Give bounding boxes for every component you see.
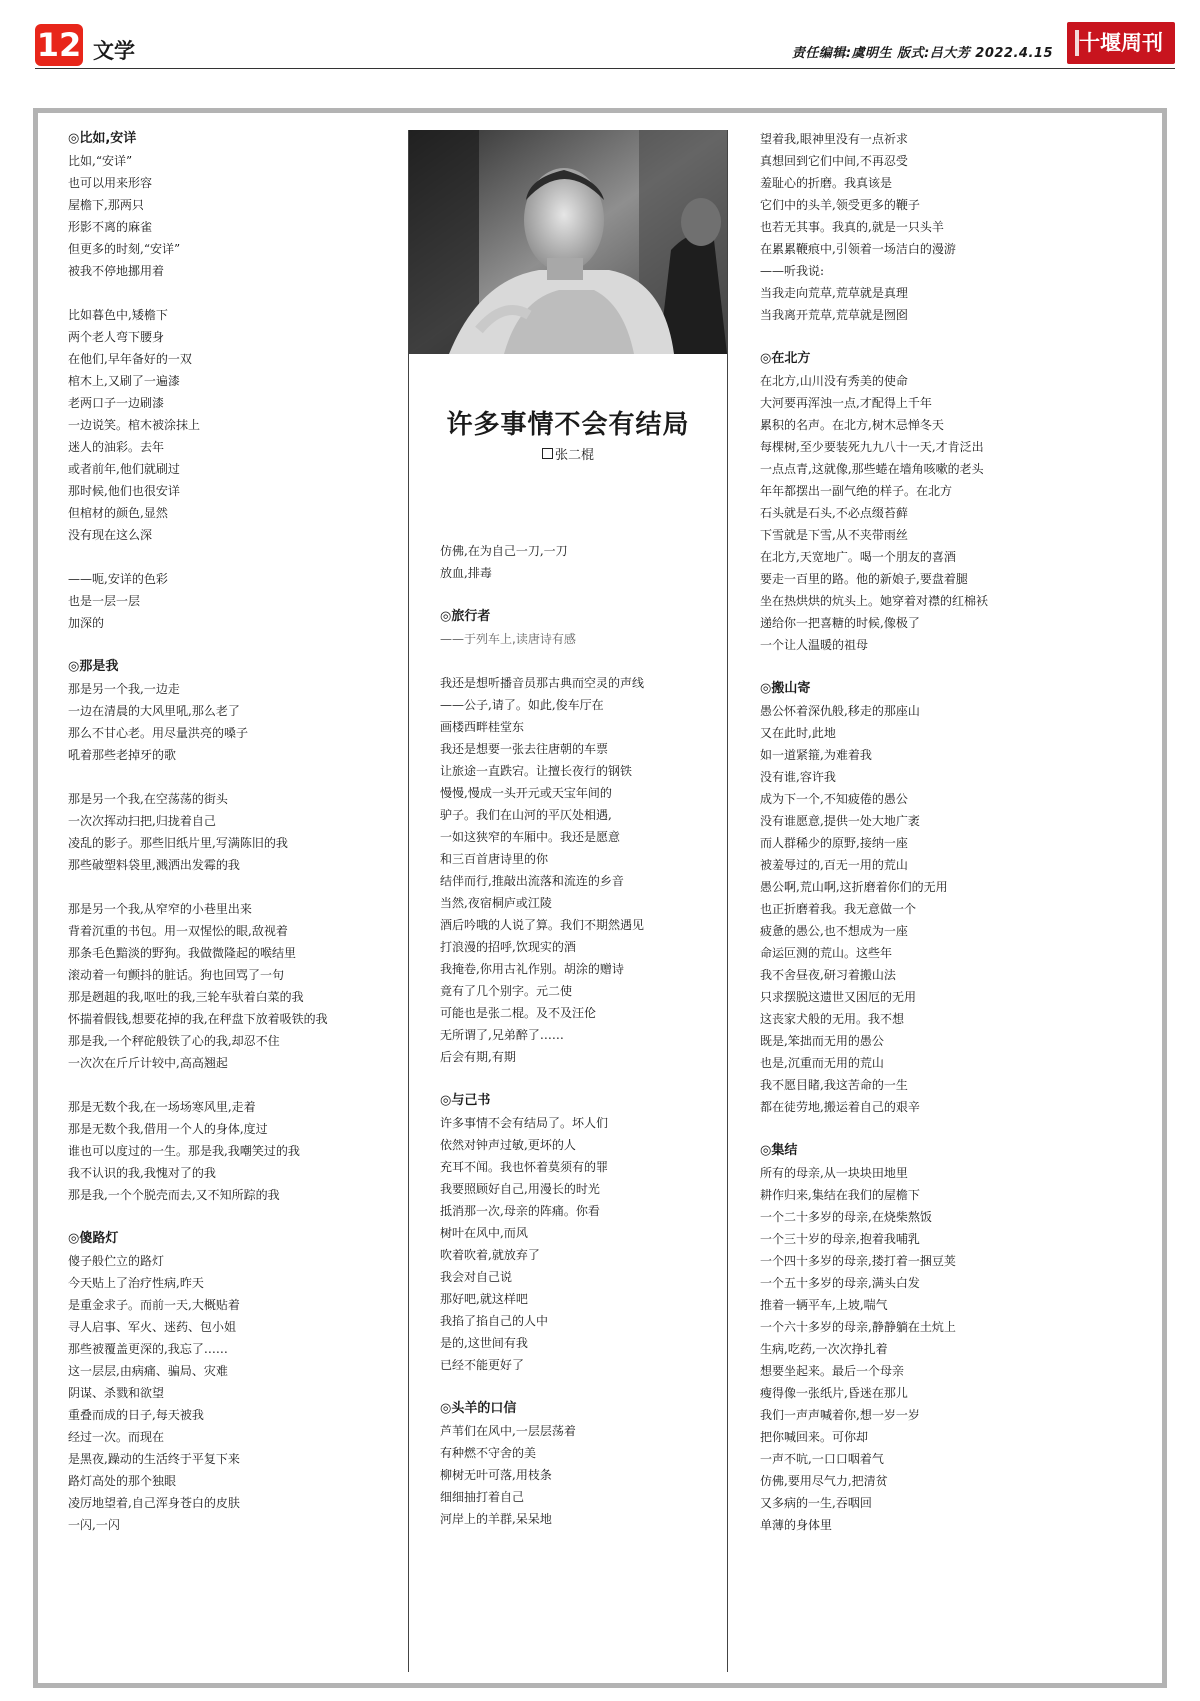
poem-line: 形影不离的麻雀: [68, 220, 153, 234]
poem-line: 两个老人弯下腰身: [68, 330, 165, 344]
poem-line: 如一道紧箍,为难着我: [760, 748, 872, 762]
poem-line: 一个让人温暖的祖母: [760, 638, 869, 652]
poem-line: 竟有了几个别字。元二使: [440, 984, 573, 998]
poem: [68, 656, 398, 1206]
poem-line: 一点点青,这就像,那些蜷在墙角咳嗽的老头: [760, 462, 984, 476]
poem-title: ◎旅行者: [440, 609, 491, 624]
poem-line: 下雪就是下雪,从不夹带雨丝: [760, 528, 908, 542]
poem-line: 一次次在斤斤计较中,高高翘起: [68, 1056, 228, 1070]
poem-line: 累积的名声。在北方,树木忌惮冬天: [760, 418, 944, 432]
poem-line: 一边说笑。棺木被涂抹上: [68, 418, 201, 432]
poem-line: 只求摆脱这遗世又困厄的无用: [760, 990, 917, 1004]
poem-line: 也正折磨着我。我无意做一个: [760, 902, 917, 916]
poem-line: 画楼西畔桂堂东: [440, 720, 525, 734]
poem-line: 这丧家犬般的无用。我不想: [760, 1012, 905, 1026]
page-number: 12: [36, 26, 82, 64]
poem: [440, 606, 740, 1068]
poem: [440, 1398, 740, 1530]
poem-line: 那时候,他们也很安详: [68, 484, 180, 498]
poem-line: 棺木上,又刷了一遍漆: [68, 374, 180, 388]
poem-line: 许多事情不会有结局了。坏人们: [440, 1116, 609, 1130]
poem-line: 在北方,山川没有秀美的使命: [760, 374, 908, 388]
stanza: [68, 788, 398, 876]
box-mark-icon: [542, 448, 553, 459]
poem-line: 我不愿目睹,我这苦命的一生: [760, 1078, 908, 1092]
poem-line: 当然,夜宿桐庐或江陵: [440, 896, 552, 910]
poem-line: 我要照顾好自己,用漫长的时光: [440, 1182, 600, 1196]
poem-line: 树叶在风中,而风: [440, 1226, 528, 1240]
poem-line: 被我不停地挪用着: [68, 264, 165, 278]
stanza: [760, 700, 1060, 1118]
poem-line: 放血,排毒: [440, 566, 492, 580]
poem-line: 单薄的身体里: [760, 1518, 833, 1532]
poem-line: 比如暮色中,矮檐下: [68, 308, 168, 322]
poem-line: 也可以用来形容: [68, 176, 153, 190]
poem-line: 一个五十多岁的母亲,满头白发: [760, 1276, 920, 1290]
poem-line: 推着一辆平车,上坡,喘气: [760, 1298, 888, 1312]
poem-line: 已经不能更好了: [440, 1358, 525, 1372]
poem-line: 我掐了掐自己的人中: [440, 1314, 549, 1328]
poem-line: 又在此时,此地: [760, 726, 836, 740]
poem-line: 有种燃不守舍的美: [440, 1446, 537, 1460]
poem-line: 抵消那一次,母亲的阵痛。你看: [440, 1204, 600, 1218]
poem-line: 那是另一个我,一边走: [68, 682, 180, 696]
poem-title: ◎傻路灯: [68, 1231, 119, 1246]
poem-line: 疲惫的愚公,也不想成为一座: [760, 924, 908, 938]
poem-line: 都在徒劳地,搬运着自己的艰辛: [760, 1100, 920, 1114]
poem-line: 驴子。我们在山河的平仄处相遇,: [440, 808, 612, 822]
poem-line: 慢慢,慢成一头开元或天宝年间的: [440, 786, 612, 800]
masthead-logo: [1067, 22, 1175, 64]
poem-line: 真想回到它们中间,不再忍受: [760, 154, 908, 168]
masthead-text: 十堰周刊: [1079, 30, 1163, 55]
poem-line: 我掩卷,你用古礼作别。胡涂的赠诗: [440, 962, 624, 976]
poem-title: ◎头羊的口信: [440, 1401, 517, 1416]
poem-line: 是的,这世间有我: [440, 1336, 528, 1350]
poem-line: 那是另一个我,在空荡荡的街头: [68, 792, 228, 806]
poem-line: 河岸上的羊群,呆呆地: [440, 1512, 552, 1526]
poem-line: 结伴而行,推敲出流落和流连的乡音: [440, 874, 624, 888]
poem-line: ——听我说:: [760, 264, 825, 278]
poem-line: 那好吧,就这样吧: [440, 1292, 528, 1306]
portrait-photo-icon: [409, 130, 727, 354]
poem-line: 我会对自己说: [440, 1270, 513, 1284]
poem-line: 把你喊回来。可你却: [760, 1430, 869, 1444]
editor-credits: 责任编辑:虞明生 版式:吕大芳 2022.4.15: [791, 46, 1053, 61]
article-title: 许多事情不会有结局: [446, 410, 690, 440]
poem-line: 老两口子一边刷漆: [68, 396, 165, 410]
poem-title: ◎在北方: [760, 351, 811, 366]
poem-line: 望着我,眼神里没有一点祈求: [760, 132, 908, 146]
poem-line: 后会有期,有期: [440, 1050, 516, 1064]
poem-title: ◎与己书: [440, 1093, 491, 1108]
author-photo: [409, 130, 727, 354]
poem-line: 一边在清晨的大风里吼,那么老了: [68, 704, 240, 718]
poem-line: 命运叵测的荒山。这些年: [760, 946, 893, 960]
stanza: [440, 1420, 740, 1530]
poem-line: 迷人的油彩。去年: [68, 440, 165, 454]
poem-line: 怀揣着假钱,想要花掉的我,在秤盘下放着吸铁的我: [68, 1012, 328, 1026]
poem: [760, 128, 1060, 326]
poem-line: 坐在热烘烘的炕头上。她穿着对襟的红棉袄: [760, 594, 989, 608]
poem: [440, 540, 740, 584]
column-divider: [408, 130, 409, 1672]
poem-line: 吼着那些老掉牙的歌: [68, 748, 177, 762]
poem-line: 让旅途一直跌宕。让擅长夜行的钢铁: [440, 764, 633, 778]
stanza: [760, 1162, 1060, 1536]
poem: [68, 1228, 398, 1536]
poem-line: 比如,“安详”: [68, 154, 133, 168]
column-middle: [440, 540, 740, 1552]
stanza: [760, 128, 1060, 326]
poem-line: 我不认识的我,我愧对了的我: [68, 1166, 216, 1180]
poem-line: 或者前年,他们就刷过: [68, 462, 180, 476]
poem-line: 愚公啊,荒山啊,这折磨着你们的无用: [760, 880, 948, 894]
poem-line: 想要坐起来。最后一个母亲: [760, 1364, 905, 1378]
poem-line: 一闪,一闪: [68, 1518, 120, 1532]
poem-line: 经过一次。而现在: [68, 1430, 165, 1444]
byline: [409, 444, 727, 463]
poem-line: 没有现在这么深: [68, 528, 153, 542]
poem-line: 那是无数个我,在一场场寒风里,走着: [68, 1100, 256, 1114]
poem-line: 一个四十多岁的母亲,搂打着一捆豆荚: [760, 1254, 956, 1268]
poem-line: 在北方,天宽地广。喝一个朋友的喜酒: [760, 550, 956, 564]
poem-subtitle: ——于列车上,读唐诗有感: [440, 632, 576, 646]
column-right: [760, 128, 1060, 1558]
poem-title: ◎集结: [760, 1143, 798, 1158]
poem-title: ◎搬山寄: [760, 681, 811, 696]
poem-line: 也若无其事。我真的,就是一只头羊: [760, 220, 944, 234]
poem-line: 柳树无叶可落,用枝条: [440, 1468, 552, 1482]
poem-line: 是重金求子。而前一天,大概贴着: [68, 1298, 240, 1312]
poem-line: 大河要再浑浊一点,才配得上千年: [760, 396, 932, 410]
poem-line: 成为下一个,不知疲倦的愚公: [760, 792, 908, 806]
poem-line: 屋檐下,那两只: [68, 198, 144, 212]
poem-line: 我不舍昼夜,研习着搬山法: [760, 968, 896, 982]
poem-line: 但棺材的颜色,显然: [68, 506, 168, 520]
stanza: [760, 370, 1060, 656]
poem-line: 没有谁,容许我: [760, 770, 836, 784]
poem-line: 石头就是石头,不必点缀苔藓: [760, 506, 908, 520]
poem-line: 一次次挥动扫把,归拢着自己: [68, 814, 216, 828]
poem: [440, 1090, 740, 1376]
poem-line: ——公子,请了。如此,俊车厅在: [440, 698, 604, 712]
poem-line: 愚公怀着深仇般,移走的那座山: [760, 704, 920, 718]
poem: [760, 678, 1060, 1118]
poem-line: 那些破塑料袋里,溅洒出发霉的我: [68, 858, 240, 872]
poem-line: 路灯高处的那个独眼: [68, 1474, 177, 1488]
poem-line: 生病,吃药,一次次挣扎着: [760, 1342, 888, 1356]
poem-line: 无所谓了,兄弟醉了……: [440, 1028, 564, 1042]
poem-line: 我还是想要一张去往唐朝的车票: [440, 742, 609, 756]
poem-line: 但更多的时刻,“安详”: [68, 242, 181, 256]
poem-line: 也是,沉重而无用的荒山: [760, 1056, 884, 1070]
poem-line: 耕作归来,集结在我们的屋檐下: [760, 1188, 920, 1202]
poem-line: 凌厉地望着,自己浑身苍白的皮肤: [68, 1496, 240, 1510]
poem-line: 所有的母亲,从一块块田地里: [760, 1166, 908, 1180]
poem-line: 一个二十多岁的母亲,在烧柴熬饭: [760, 1210, 932, 1224]
stanza: [68, 568, 398, 634]
poem-line: 仿佛,在为自己一刀,一刀: [440, 544, 568, 558]
poem-line: 我还是想听播音员那古典而空灵的声线: [440, 676, 645, 690]
stanza: [68, 678, 398, 766]
poem-line: 当我走向荒草,荒草就是真理: [760, 286, 908, 300]
poem-line: 它们中的头羊,领受更多的鞭子: [760, 198, 920, 212]
poem-title: ◎那是我: [68, 659, 119, 674]
column-left: [68, 128, 398, 1558]
poem-line: 吹着吹着,就放弃了: [440, 1248, 540, 1262]
poem-line: 没有谁愿意,提供一处大地广袤: [760, 814, 920, 828]
poem-line: 依然对钟声过敏,更坏的人: [440, 1138, 576, 1152]
poem-line: 我们一声声喊着你,想一岁一岁: [760, 1408, 920, 1422]
poem-line: 羞耻心的折磨。我真该是: [760, 176, 893, 190]
poem-line: 那些被覆盖更深的,我忘了……: [68, 1342, 228, 1356]
poem: [68, 128, 398, 634]
stanza: [68, 1250, 398, 1536]
poem-line: 阴谋、杀戮和欲望: [68, 1386, 165, 1400]
page-header: [35, 22, 1175, 70]
poem-line: 寻人启事、军火、迷药、包小姐: [68, 1320, 237, 1334]
poem-line: 这一层层,由病痛、骗局、灾难: [68, 1364, 228, 1378]
poem-line: 要走一百里的路。他的新娘子,要盘着腿: [760, 572, 968, 586]
poem-line: 仿佛,要用尽气力,把清贫: [760, 1474, 888, 1488]
poem-line: 一声不吭,一口口咽着气: [760, 1452, 884, 1466]
section-title: 文学: [93, 39, 135, 63]
poem-line: 那是无数个我,借用一个人的身体,度过: [68, 1122, 268, 1136]
poem-line: 每棵树,至少要装死九九八十一天,才肯泛出: [760, 440, 984, 454]
stanza: [440, 1112, 740, 1376]
poem-line: 今天贴上了治疗性病,昨天: [68, 1276, 204, 1290]
poem-line: ——呃,安详的色彩: [68, 572, 168, 586]
poem-line: 递给你一把喜糖的时候,像极了: [760, 616, 920, 630]
poem-line: 那是我,一个秤砣般铁了心的我,却忍不住: [68, 1034, 280, 1048]
poem-line: 谁也可以度过的一生。那是我,我嘲笑过的我: [68, 1144, 300, 1158]
poem-line: 芦苇们在风中,一层层荡着: [440, 1424, 576, 1438]
poem-line: 又多病的一生,吞咽回: [760, 1496, 872, 1510]
poem-line: 加深的: [68, 616, 105, 630]
poem-line: 和三百首唐诗里的你: [440, 852, 549, 866]
poem-line: 打浪漫的招呼,饮现实的酒: [440, 940, 576, 954]
author-name: 张二棍: [554, 448, 594, 463]
poem-line: 傻子般伫立的路灯: [68, 1254, 165, 1268]
stanza: [68, 1096, 398, 1206]
logo-mark-icon: [1075, 30, 1079, 56]
stanza: [68, 150, 398, 282]
poem-line: 既是,笨拙而无用的愚公: [760, 1034, 884, 1048]
poem-line: 被羞辱过的,百无一用的荒山: [760, 858, 908, 872]
poem-line: 那是我,一个个脱壳而去,又不知所踪的我: [68, 1188, 280, 1202]
poem: [760, 1140, 1060, 1536]
poem-line: 那是趔趄的我,呕吐的我,三轮车驮着白菜的我: [68, 990, 304, 1004]
poem: [760, 348, 1060, 656]
header-rule: [35, 68, 1175, 69]
poem-line: 可能也是张二棍。及不及汪伦: [440, 1006, 597, 1020]
poem-line: 那么不甘心老。用尽量洪亮的嗓子: [68, 726, 249, 740]
poem-title: ◎比如,安详: [68, 131, 137, 146]
stanza: [440, 540, 740, 584]
poem-line: 是黑夜,躁动的生活终于平复下来: [68, 1452, 240, 1466]
poem-line: 充耳不闻。我也怀着莫须有的罪: [440, 1160, 609, 1174]
stanza: [68, 898, 398, 1074]
poem-line: 瘦得像一张纸片,昏迷在那儿: [760, 1386, 908, 1400]
poem-line: 一如这狭窄的车厢中。我还是愿意: [440, 830, 621, 844]
poem-line: 当我离开荒草,荒草就是囫囵: [760, 308, 908, 322]
poem-line: 那条毛色黯淡的野狗。我做微隆起的喉结里: [68, 946, 297, 960]
poem-line: 凌乱的影子。那些旧纸片里,写满陈旧的我: [68, 836, 288, 850]
stanza: [440, 672, 740, 1068]
stanza: [68, 304, 398, 546]
poem-line: 滚动着一句颤抖的脏话。狗也回骂了一句: [68, 968, 285, 982]
poem-line: 背着沉重的书包。用一双惺忪的眼,敌视着: [68, 924, 288, 938]
poem-line: 细细抽打着自己: [440, 1490, 525, 1504]
poem-line: 而人群稀少的原野,接纳一座: [760, 836, 908, 850]
poem-line: 也是一层一层: [68, 594, 141, 608]
poem-line: 在累累鞭痕中,引领着一场洁白的漫游: [760, 242, 956, 256]
poem-line: 重叠而成的日子,每天被我: [68, 1408, 204, 1422]
poem-line: 在他们,早年备好的一双: [68, 352, 192, 366]
poem-line: 那是另一个我,从窄窄的小巷里出来: [68, 902, 252, 916]
poem-line: 一个六十多岁的母亲,静静躺在土炕上: [760, 1320, 956, 1334]
poem-line: 酒后吟哦的人说了算。我们不期然遇见: [440, 918, 645, 932]
poem-line: 一个三十岁的母亲,抱着我哺乳: [760, 1232, 920, 1246]
poem-line: 年年都摆出一副气绝的样子。在北方: [760, 484, 953, 498]
